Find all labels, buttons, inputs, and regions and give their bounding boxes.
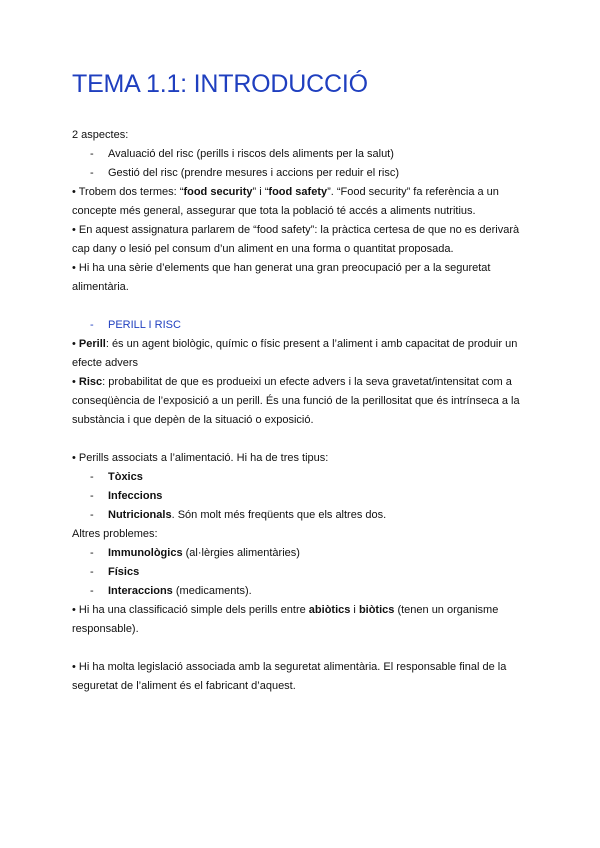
dash-mark: - [90,547,94,559]
text-run: Trobem dos termes: “ [75,186,184,198]
dash-mark: - [90,509,94,521]
text-run: i [350,604,359,616]
aspect-text: Gestió del risc (prendre mesures i accions per reduir el risc) [108,167,399,179]
paragraph-risc [72,373,528,430]
dash-mark: - [90,566,94,578]
bullet: • [72,186,76,198]
paragraph-perill [72,335,528,373]
aspect-text: Avaluació del risc (perills i riscos dels aliments per la salut) [108,148,394,160]
text-run: (medicaments). [172,585,252,597]
altres-intro: Altres problemes: [72,528,158,540]
bold-term: abiòtics [308,604,351,616]
paragraph-perills-assoc: • Perills associats a l’alimentació. Hi ha de tres tipus: [72,452,329,464]
bold-term: food safety [268,186,328,198]
text-run: ”. “Food security” fa referència a un concepte més general, assegurar que tota la població té accés a aliments nutritius. [72,186,499,217]
section-heading [72,316,528,335]
paragraph-legislation: • Hi ha molta legislació associada amb la seguretat alimentària. El responsable final de la seguretat de l’aliment és el fabricant d’aquest. [72,661,507,692]
bullet: • [72,338,79,350]
list-item [72,487,528,506]
list-item [72,164,528,183]
dash-mark: - [90,490,94,502]
bold-term: Nutricionals [108,509,172,521]
section-heading-text: PERILL I RISC [108,319,181,331]
paragraph-elements: • Hi ha una sèrie d’elements que han generat una gran preocupació per a la seguretat alimentària. [72,262,491,293]
bullet: • [72,376,79,388]
list-item [72,468,528,487]
list-item [72,506,528,525]
text-run: (tenen un organisme responsable). [72,604,499,635]
text-run: ” i “ [252,186,269,198]
dash-mark: - [90,319,94,331]
bold-term: Interaccions [108,585,173,597]
dash-mark: - [90,471,94,483]
paragraph-terms [72,183,528,221]
list-item [72,563,528,582]
list-item [72,582,528,601]
bold-term: Risc [78,376,103,388]
text-run: (al·lèrgies alimentàries) [182,547,300,559]
text-run: • Hi ha una classificació simple dels perills entre [72,604,309,616]
bold-term: Immunològics [108,547,183,559]
text-run: : és un agent biològic, químic o físic present a l’aliment i amb capacitat de produir un efecte advers [72,338,518,369]
bold-term: Tòxics [108,471,143,483]
document-body [72,126,528,696]
dash-mark: - [90,585,94,597]
paragraph-classification [72,601,528,639]
dash-mark: - [90,148,94,160]
page-title: TEMA 1.1: INTRODUCCIÓ [72,70,368,98]
aspects-intro: 2 aspectes: [72,129,129,141]
list-item [72,145,528,164]
bold-term: Físics [108,566,140,578]
text-run: . Són molt més freqüents que els altres dos. [171,509,387,521]
bold-term: Infeccions [108,490,163,502]
bold-term: Perill [78,338,106,350]
list-item [72,544,528,563]
bold-term: food security [183,186,253,198]
paragraph-safety: • En aquest assignatura parlarem de “food safety”: la pràctica certesa de que no es derivarà cap dany o lesió pel consum d’un aliment en una forma o quantitat proposada. [72,224,520,255]
bold-term: biòtics [358,604,395,616]
dash-mark: - [90,167,94,179]
text-run: : probabilitat de que es produeixi un efecte advers i la seva gravetat/intensitat com a conseqüència de l’exposició a un perill. És una funció de la perillositat que és intrínseca a la substància i que depèn de la situació o exposició. [72,376,520,426]
